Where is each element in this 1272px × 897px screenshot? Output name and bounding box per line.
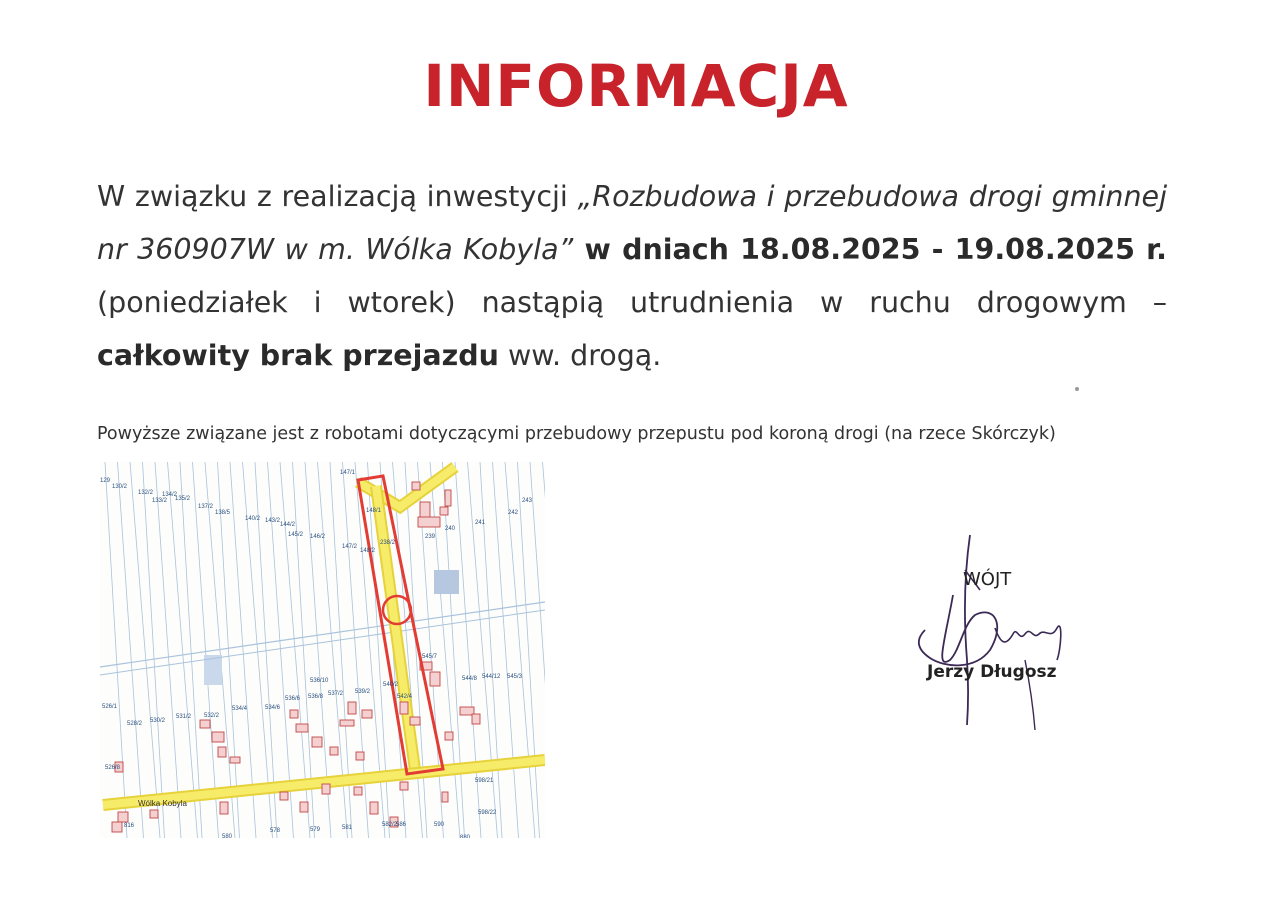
- parcel-label: 539/2: [355, 689, 371, 695]
- parcel-label: 581: [342, 825, 353, 831]
- building: [296, 724, 308, 732]
- building: [354, 787, 362, 795]
- location-map: [100, 462, 545, 838]
- investment-name: „Rozbudowa i przebudowa drogi gminnej nr 360907W w m. Wólka Kobyla”: [97, 180, 1167, 266]
- parcel-label: 143/2: [265, 518, 281, 524]
- building: [212, 732, 224, 742]
- building: [412, 482, 420, 490]
- building: [440, 507, 448, 515]
- parcel-label: 134/2: [162, 492, 178, 498]
- parcel-label: 129: [100, 478, 111, 484]
- parcel-label: 148/1: [366, 508, 382, 514]
- note-text: Powyższe związane jest z robotami dotyczącymi przebudowy przepustu pod koroną drogi (na rzece Skórczyk): [97, 424, 1056, 444]
- parcel-label: 130/2: [112, 484, 128, 490]
- parcel-label: 531/2: [176, 714, 192, 720]
- water-area: [434, 570, 459, 594]
- parcel-label: 148/2: [360, 548, 376, 554]
- parcel-label: 242: [508, 510, 519, 516]
- para-text-1: W związku z realizacją inwestycji: [97, 180, 578, 213]
- parcel-label: 816: [124, 823, 135, 829]
- parcel-label: 880: [460, 835, 471, 838]
- para-text-2: (poniedziałek i wtorek) nastąpią utrudnienia w ruchu drogowym –: [97, 286, 1167, 319]
- building: [400, 702, 408, 714]
- parcel-label: 132/2: [138, 490, 154, 496]
- parcel-label: 145/2: [288, 532, 304, 538]
- parcel-label: 534/4: [232, 706, 248, 712]
- building: [430, 672, 440, 686]
- parcel-label: 133/2: [152, 498, 168, 504]
- closure-type: całkowity brak przejazdu: [97, 339, 499, 372]
- parcel-label: 240: [445, 526, 456, 532]
- parcel-label: 243: [522, 498, 533, 504]
- building: [218, 747, 226, 757]
- parcel-label: 545/3: [507, 674, 523, 680]
- building: [330, 747, 338, 755]
- parcel-label: 598/22: [478, 810, 497, 816]
- building: [322, 784, 330, 794]
- building: [280, 792, 288, 800]
- building: [370, 802, 378, 814]
- parcel-label: 239: [425, 534, 436, 540]
- parcel-label: 146/2: [310, 534, 326, 540]
- parcel-label: 540/2: [383, 682, 399, 688]
- parcel-label: 528/2: [127, 721, 143, 727]
- building: [400, 782, 408, 790]
- parcel-label: 582/2: [382, 822, 398, 828]
- building: [418, 517, 440, 527]
- parcel-label: 144/2: [280, 522, 296, 528]
- building: [445, 490, 451, 506]
- parcel-label: 241: [475, 520, 486, 526]
- building: [220, 802, 228, 814]
- building: [362, 710, 372, 718]
- parcel-label: 147/1: [340, 470, 356, 476]
- parcel-label: 238/2: [380, 540, 396, 546]
- building: [348, 702, 356, 714]
- parcel-label: 542/4: [397, 694, 413, 700]
- parcel-label: 530/2: [150, 718, 166, 724]
- building: [472, 714, 480, 724]
- parcel-label: 135/2: [175, 496, 191, 502]
- building: [410, 717, 420, 725]
- parcel-label: 536/6: [285, 696, 301, 702]
- parcel-label: 526/1: [102, 704, 118, 710]
- building: [340, 720, 354, 726]
- para-text-3: ww. drogą.: [498, 339, 662, 372]
- parcel-label: 536/8: [308, 694, 324, 700]
- building: [290, 710, 298, 718]
- building: [312, 737, 322, 747]
- closure-dates: w dniach 18.08.2025 - 19.08.2025 r.: [573, 233, 1167, 266]
- announcement-paragraph: [97, 170, 1167, 382]
- building: [112, 822, 122, 832]
- building: [200, 720, 210, 728]
- signatory-name: Jerzy Długosz: [927, 662, 1057, 682]
- document-title: INFORMACJA: [423, 52, 849, 120]
- building: [118, 812, 128, 822]
- parcel-label: 545/7: [422, 654, 438, 660]
- place-label: Wólka Kobyla: [138, 799, 187, 808]
- parcel-label: 147/2: [342, 544, 358, 550]
- building: [150, 810, 158, 818]
- parcel-label: 590: [434, 822, 445, 828]
- parcel-label: 534/6: [265, 705, 281, 711]
- signatory-role: WÓJT: [963, 569, 1012, 590]
- parcel-label: 140/2: [245, 516, 261, 522]
- parcel-label: 526/8: [105, 765, 121, 771]
- parcel-label: 137/2: [198, 504, 214, 510]
- building: [300, 802, 308, 812]
- parcel-label: 598/21: [475, 778, 494, 784]
- building: [230, 757, 240, 763]
- building: [445, 732, 453, 740]
- building: [442, 792, 448, 802]
- parcel-label: 544/12: [482, 674, 501, 680]
- building: [356, 752, 364, 760]
- parcel-label: 579: [310, 827, 321, 833]
- parcel-label: 586: [396, 822, 407, 828]
- parcel-label: 544/8: [462, 676, 478, 682]
- parcel-label: 532/2: [204, 713, 220, 719]
- parcel-label: 138/5: [215, 510, 231, 516]
- scan-speck: [1075, 387, 1079, 391]
- parcel-label: 536/10: [310, 678, 329, 684]
- parcel-label: 578: [270, 828, 281, 834]
- handwritten-signature: [905, 530, 1075, 730]
- parcel-label: 537/2: [328, 691, 344, 697]
- parcel-label: 580: [222, 834, 233, 838]
